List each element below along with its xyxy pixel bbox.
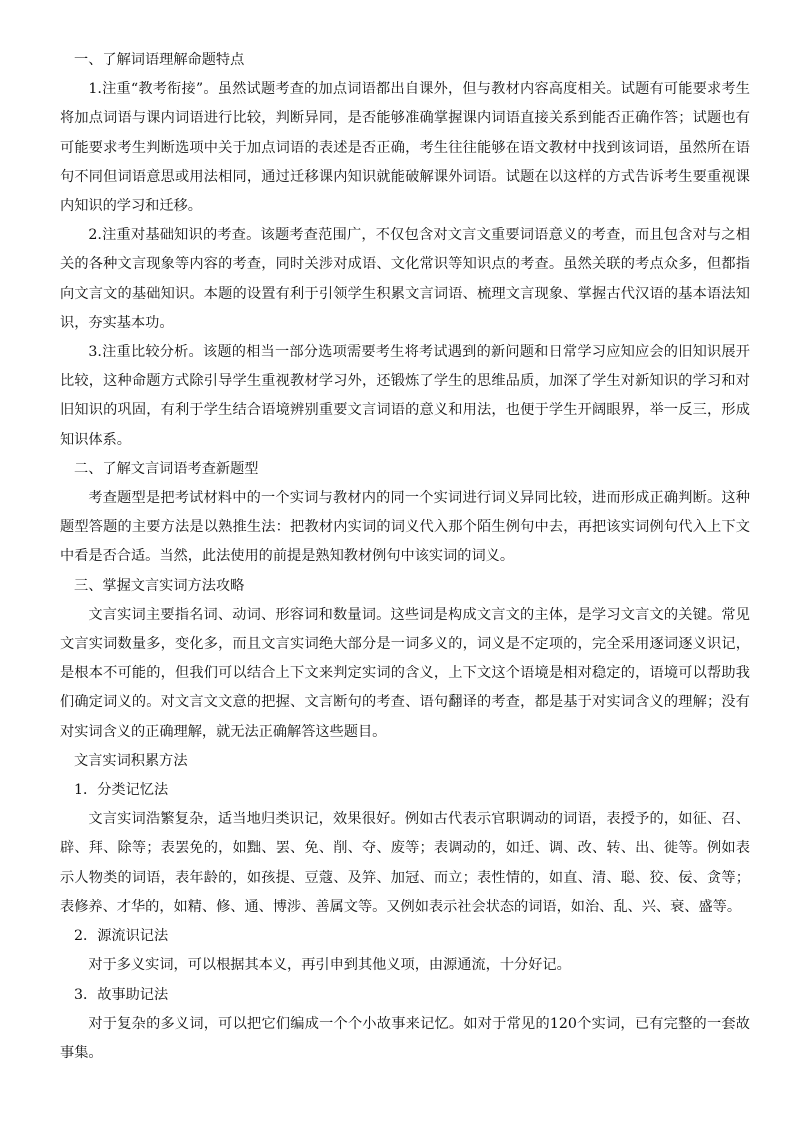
method-2-paragraph: 对于多义实词，可以根据其本义，再引申到其他义项，由源通流，十分好记。 xyxy=(88,957,571,974)
paragraph-s2: 考查题型是把考试材料中的一个实词与教材内的同一个实词进行词义异同比较，进而形成正确判断。这种题型答题的主要方法是以熟推生法：把教材内实词的词义代入那个陌生例句中去，再把该实词例句代入上下文中看是否合适。当然，此法使用的前提是熟知教材例句中该实词的词义。 xyxy=(60,490,750,565)
method-3-title: 3．故事助记法 xyxy=(74,986,169,1003)
method-2-title: 2．源流识记法 xyxy=(74,928,169,945)
method-1-title: 1．分类记忆法 xyxy=(74,782,169,799)
method-3-paragraph: 对于复杂的多义词，可以把它们编成一个个小故事来记忆。如对于常见的120个实词，已有完整的一套故事集。 xyxy=(60,1015,750,1061)
document-page xyxy=(60,46,750,1068)
method-1-paragraph: 文言实词浩繁复杂，适当地归类识记，效果很好。例如古代表示官职调动的词语，表授予的，如征、召、辟、拜、除等；表罢免的，如黜、罢、免、削、夺、废等；表调动的，如迁、调、改、转、出、徙等。例如表示人物类的词语，表年龄的，如孩提、豆蔻、及笄、加冠、而立；表性情的，如直、清、聪、狡、佞、贪等；表修养、才华的，如精、修、通、博涉、善属文等。又例如表示社会状态的词语，如治、乱、兴、衰、盛等。 xyxy=(60,811,750,915)
section-heading-2: 二、了解文言词语考查新题型 xyxy=(74,460,259,477)
paragraph-s1-point-3: 3.注重比较分析。该题的相当一部分选项需要考生将考试遇到的新问题和日常学习应知应会的旧知识展开比较，这种命题方式除引导学生重视教材学习外，还锻炼了学生的思维品质，加深了学生对新知识的学习和对旧知识的巩固，有利于学生结合语境辨别重要文言词语的意义和用法，也便于学生开阔眼界，举一反三，形成知识体系。 xyxy=(60,344,750,448)
subsection-title: 文言实词积累方法 xyxy=(74,752,188,769)
paragraph-s1-point-2: 2.注重对基础知识的考查。该题考查范围广，不仅包含对文言文重要词语意义的考查，而且包含对与之相关的各种文言现象等内容的考查，同时关涉对成语、文化常识等知识点的考查。虽然关联的考点众多，但都指向文言文的基础知识。本题的设置有利于引领学生积累文言词语、梳理文言现象、掌握古代汉语的基本语法知识，夯实基本功。 xyxy=(60,227,750,331)
section-heading-1: 一、了解词语理解命题特点 xyxy=(74,52,245,68)
paragraph-s3: 文言实词主要指名词、动词、形容词和数量词。这些词是构成文言文的主体，是学习文言文的关键。常见文言实词数量多，变化多，而且文言实词绝大部分是一词多义的，词义是不定项的，完全采用逐词逐义识记，是根本不可能的，但我们可以结合上下文来判定实词的含义，上下文这个语境是相对稳定的，语境可以帮助我们确定词义的。对文言文文意的把握、文言断句的考查、语句翻译的考查，都是基于对实词含义的理解；没有对实词含义的正确理解，就无法正确解答这些题目。 xyxy=(60,606,750,740)
section-heading-3: 三、掌握文言实词方法攻略 xyxy=(74,577,245,594)
paragraph-s1-point-1: 1.注重“教考衔接”。虽然试题考查的加点词语都出自课外，但与教材内容高度相关。试题有可能要求考生将加点词语与课内词语进行比较，判断异同，是否能够准确掌握课内词语直接关系到能否正确作答；试题也有可能要求考生判断选项中关于加点词语的表述是否正确，考生往往能够在语文教材中找到该词语，虽然所在语句不同但词语意思或用法相同，通过迁移课内知识就能破解课外词语。试题在以这样的方式告诉考生要重视课内知识的学习和迁移。 xyxy=(60,81,750,215)
